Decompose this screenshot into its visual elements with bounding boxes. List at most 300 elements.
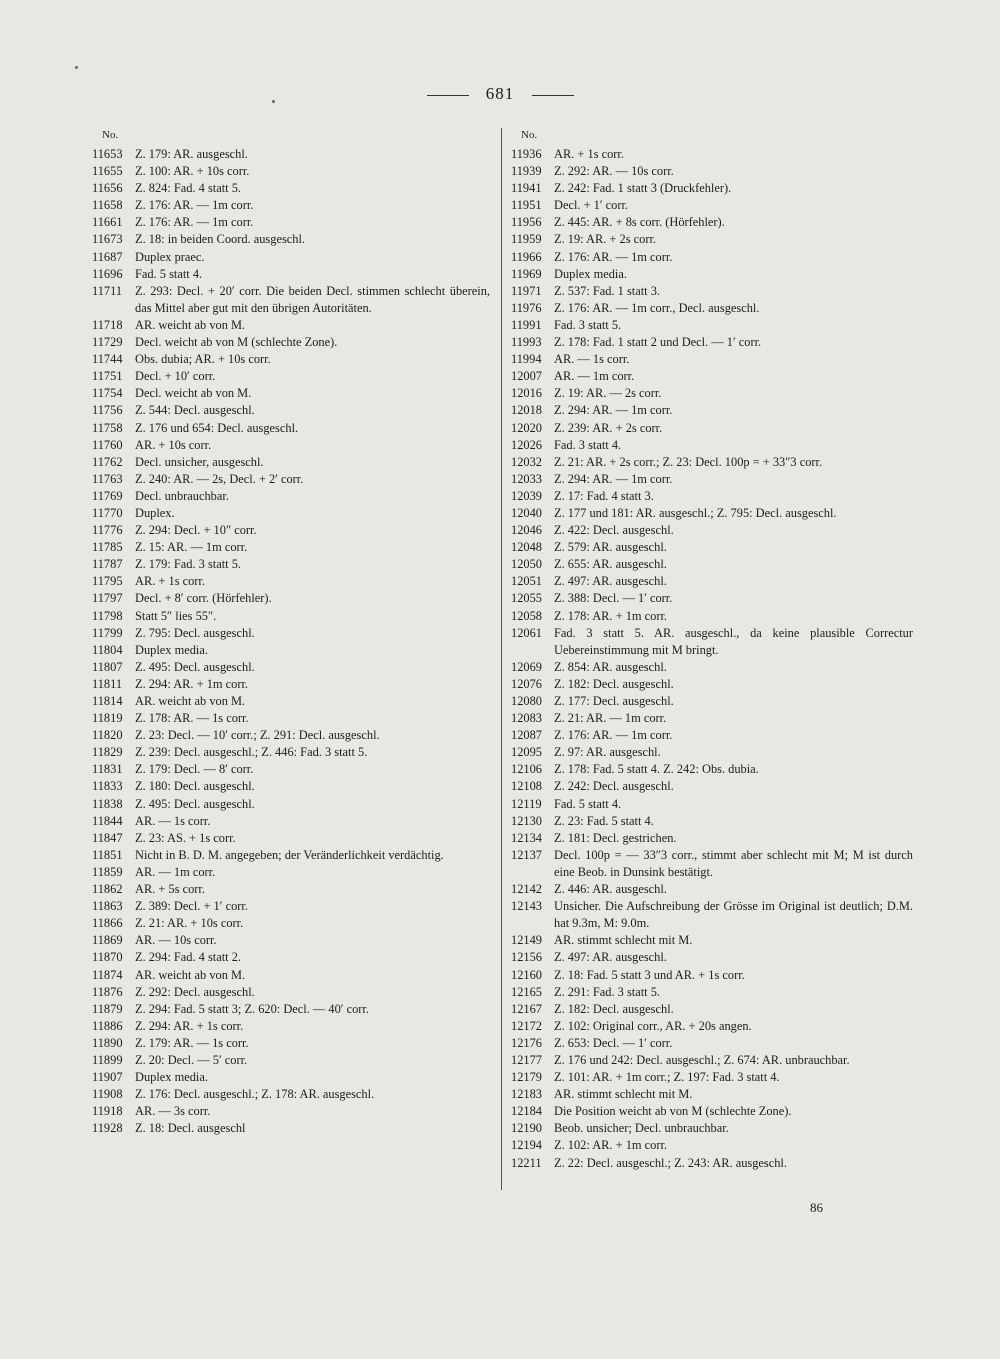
entry-text: Z. 18: in beiden Coord. ausgeschl.: [135, 232, 305, 247]
list-item: [511, 334, 913, 351]
entry-number: 12007: [511, 369, 542, 384]
entry-number: 11959: [511, 232, 542, 247]
entry-text: Z. 101: AR. + 1m corr.; Z. 197: Fad. 3 statt 4.: [554, 1070, 780, 1085]
entry-text: Z. 291: Fad. 3 statt 5.: [554, 984, 661, 999]
entry-number: 11890: [92, 1035, 123, 1050]
entry-number: 11687: [92, 249, 123, 264]
list-item: [511, 830, 913, 847]
list-item: [511, 1001, 913, 1018]
right-column: [511, 126, 913, 1172]
entry-number: 11762: [92, 454, 123, 469]
list-item: [511, 744, 913, 761]
entry-number: 11829: [92, 745, 123, 760]
entry-number: 11814: [92, 694, 123, 708]
entry-text: Z. 294: Fad. 5 statt 3; Z. 620: Decl. — 40′ corr.: [135, 1001, 369, 1016]
list-item: [92, 505, 490, 522]
entry-number: 11939: [511, 164, 542, 179]
list-item: [92, 608, 490, 625]
entry-text: AR. — 1m corr.: [554, 369, 635, 384]
entry-text: Z. 655: AR. ausgeschl.: [554, 557, 667, 572]
list-item: [92, 573, 490, 590]
entry-text: Decl. unbrauchbar.: [135, 488, 229, 503]
entry-text: Z. 294: AR. — 1m corr.: [554, 471, 673, 486]
entry-number: 11769: [92, 488, 123, 503]
list-item: [92, 744, 490, 761]
entry-text: Z. 292: Decl. ausgeschl.: [135, 984, 255, 999]
list-item: [92, 437, 490, 454]
entry-text: Z. 179: Fad. 3 statt 5.: [135, 557, 242, 572]
entry-number: 11851: [92, 847, 123, 862]
entry-text: Fad. 3 statt 5.: [554, 317, 622, 332]
entry-number: 11729: [92, 335, 123, 350]
entry-number: 12040: [511, 505, 542, 520]
list-item: [92, 402, 490, 419]
entry-text: Statt 5″ lies 55″.: [135, 608, 217, 623]
entry-number: 11763: [92, 471, 123, 486]
entry-text: Duplex media.: [554, 266, 627, 281]
entry-text: Z. 294: AR. + 1m corr.: [135, 676, 248, 691]
entry-text: Z. 102: Original corr., AR. + 20s angen.: [554, 1018, 752, 1033]
entry-number: 11870: [92, 950, 123, 965]
list-item: [92, 231, 490, 248]
list-item: [92, 727, 490, 744]
entry-text: Z. 17: Fad. 4 statt 3.: [554, 488, 654, 503]
entry-number: 12160: [511, 967, 542, 982]
entry-number: 11820: [92, 728, 123, 743]
entry-text: AR. stimmt schlecht mit M.: [554, 1087, 693, 1102]
entry-text: Z. 176: AR. — 1m corr.: [554, 249, 673, 264]
list-item: [92, 1103, 490, 1120]
entry-text: Unsicher. Die Aufschreibung der Grösse im Original ist deutlich; D.M. hat 9.3m, M: 9.0m.: [554, 899, 913, 931]
entry-text: AR. weicht ab von M.: [135, 967, 246, 982]
entry-text: Z. 176 und 242: Decl. ausgeschl.; Z. 674: AR. unbrauchbar.: [554, 1052, 850, 1067]
list-item: [511, 881, 913, 898]
entry-text: Z. 23: Fad. 5 statt 4.: [554, 813, 654, 828]
entry-number: 11811: [92, 676, 123, 691]
entry-text: Decl. weicht ab von M (schlechte Zone).: [135, 335, 338, 350]
list-item: [92, 1052, 490, 1069]
entry-text: Z. 242: Decl. ausgeschl.: [554, 779, 674, 794]
entry-text: AR. weicht ab von M.: [135, 317, 246, 332]
entry-text: Z. 497: AR. ausgeschl.: [554, 950, 667, 965]
entry-text: Z. 19: AR. + 2s corr.: [554, 232, 656, 247]
entry-number: 12119: [511, 796, 542, 811]
entry-number: 11658: [92, 198, 123, 213]
list-item: [92, 249, 490, 266]
list-item: [511, 180, 913, 197]
entry-number: 11711: [92, 283, 123, 298]
entry-text: Z. 795: Decl. ausgeschl.: [135, 625, 255, 640]
entry-number: 11908: [92, 1087, 123, 1102]
entry-text: Decl. unsicher, ausgeschl.: [135, 454, 264, 469]
entry-text: Z. 21: AR. + 10s corr.: [135, 916, 244, 931]
entry-number: 12165: [511, 984, 542, 999]
entry-text: Z. 178: Fad. 5 statt 4. Z. 242: Obs. dubia.: [554, 762, 759, 777]
entry-number: 12190: [511, 1121, 542, 1136]
entry-number: 11776: [92, 523, 123, 538]
entry-number: 11744: [92, 352, 123, 367]
list-item: [92, 454, 490, 471]
list-item: [511, 1069, 913, 1086]
entry-text: Duplex praec.: [135, 249, 205, 264]
entry-text: Z. 388: Decl. — 1′ corr.: [554, 591, 673, 606]
entry-number: 11795: [92, 574, 123, 589]
list-item: [92, 847, 490, 864]
entry-number: 11655: [92, 164, 123, 179]
entry-text: AR. stimmt schlecht mit M.: [554, 933, 693, 948]
entry-text: Z. 293: Decl. + 20′ corr. Die beiden Decl. stimmen schlecht überein, das Mittel aber gut mit den übrigen Autoritäten.: [135, 283, 490, 315]
entry-text: Z. 242: Fad. 1 statt 3 (Druckfehler).: [554, 181, 732, 196]
entry-number: 11785: [92, 540, 123, 555]
list-item: [92, 556, 490, 573]
list-item: [92, 1001, 490, 1018]
entry-text: Z. 176: AR. — 1m corr., Decl. ausgeschl.: [554, 300, 760, 315]
list-item: [92, 266, 490, 283]
list-item: [511, 283, 913, 300]
entry-text: Z. 102: AR. + 1m corr.: [554, 1138, 667, 1153]
entry-number: 12177: [511, 1052, 542, 1067]
entry-text: Z. 495: Decl. ausgeschl.: [135, 796, 255, 811]
list-item: [511, 505, 913, 522]
entry-number: 12142: [511, 882, 542, 897]
list-item: [92, 283, 490, 317]
entry-text: Duplex.: [135, 505, 175, 520]
entry-text: Fad. 5 statt 4.: [135, 266, 203, 281]
entry-text: Duplex media.: [135, 642, 208, 657]
entry-number: 11754: [92, 386, 123, 401]
entry-number: 11831: [92, 762, 123, 777]
entry-text: Z. 445: AR. + 8s corr. (Hörfehler).: [554, 215, 725, 230]
entry-text: Z. 294: Decl. + 10″ corr.: [135, 523, 257, 538]
entry-text: Z. 178: AR. + 1m corr.: [554, 608, 667, 623]
list-item: [92, 146, 490, 163]
entry-text: Z. 21: AR. + 2s corr.; Z. 23: Decl. 100p = + 33″3 corr.: [554, 454, 823, 469]
entry-number: 11751: [92, 369, 123, 384]
entry-number: 11956: [511, 215, 542, 230]
list-item: [511, 984, 913, 1001]
entry-text: Z. 19: AR. — 2s corr.: [554, 386, 662, 401]
entry-number: 12055: [511, 591, 542, 606]
list-item: [92, 1086, 490, 1103]
list-item: [511, 454, 913, 471]
list-item: [92, 197, 490, 214]
entry-text: Z. 239: Decl. ausgeschl.; Z. 446: Fad. 3 statt 5.: [135, 745, 368, 760]
list-item: [92, 590, 490, 607]
list-item: [92, 1120, 490, 1137]
list-item: [511, 967, 913, 984]
entry-number: 12167: [511, 1001, 542, 1016]
entry-text: AR. — 1s corr.: [135, 813, 211, 828]
list-item: [92, 385, 490, 402]
list-item: [511, 1137, 913, 1154]
entry-text: Decl. 100p = — 33″3 corr., stimmt aber schlecht mit M; M ist durch eine Beob. in Dunsink bestätigt.: [554, 847, 913, 879]
entry-text: Z. 176 und 654: Decl. ausgeschl.: [135, 420, 299, 435]
list-item: [92, 881, 490, 898]
column-heading: No.: [102, 129, 119, 141]
entry-text: Fad. 5 statt 4.: [554, 796, 622, 811]
list-item: [511, 385, 913, 402]
entry-text: Obs. dubia; AR. + 10s corr.: [135, 352, 271, 367]
entry-number: 12172: [511, 1018, 542, 1033]
list-item: [511, 1035, 913, 1052]
list-item: [511, 710, 913, 727]
entry-text: AR. weicht ab von M.: [135, 694, 246, 708]
entry-number: 11718: [92, 317, 123, 332]
entry-text: Z. 294: AR. — 1m corr.: [554, 403, 673, 418]
list-item: [92, 915, 490, 932]
entry-text: Z. 579: AR. ausgeschl.: [554, 540, 667, 555]
entry-number: 12087: [511, 728, 542, 743]
entry-number: 11758: [92, 420, 123, 435]
entry-text: AR. + 10s corr.: [135, 437, 212, 452]
entry-text: Z. 100: AR. + 10s corr.: [135, 164, 250, 179]
list-item: [92, 778, 490, 795]
list-item: [92, 368, 490, 385]
list-item: [511, 197, 913, 214]
entry-number: 12137: [511, 847, 542, 862]
entry-number: 11833: [92, 779, 123, 794]
entry-number: 11876: [92, 984, 123, 999]
entry-text: Duplex media.: [135, 1070, 208, 1085]
list-item: [511, 231, 913, 248]
list-item: [92, 898, 490, 915]
entry-number: 11844: [92, 813, 123, 828]
entry-number: 12033: [511, 471, 542, 486]
page-header: [0, 84, 1000, 104]
entry-text: Z. 824: Fad. 4 statt 5.: [135, 181, 242, 196]
entry-text: Nicht in B. D. M. angegeben; der Veränderlichkeit verdächtig.: [135, 847, 444, 862]
entry-number: 12076: [511, 676, 542, 691]
entry-number: 11838: [92, 796, 123, 811]
list-item: [92, 163, 490, 180]
entry-number: 11804: [92, 642, 123, 657]
entry-text: Z. 422: Decl. ausgeschl.: [554, 523, 674, 538]
entry-text: Z. 240: AR. — 2s, Decl. + 2′ corr.: [135, 471, 304, 486]
entry-number: 11797: [92, 591, 123, 606]
entry-number: 11760: [92, 437, 123, 452]
list-item: [92, 1035, 490, 1052]
entry-number: 12179: [511, 1070, 542, 1085]
list-item: [511, 1155, 913, 1172]
entry-text: Decl. weicht ab von M.: [135, 386, 252, 401]
list-item: [511, 266, 913, 283]
entry-number: 12149: [511, 933, 542, 948]
header-rule-right: [532, 95, 574, 96]
list-item: [511, 146, 913, 163]
entry-number: 11661: [92, 215, 123, 230]
entry-number: 12048: [511, 540, 542, 555]
list-item: [511, 1052, 913, 1069]
list-item: [511, 471, 913, 488]
entry-number: 12039: [511, 488, 542, 503]
entry-number: 11928: [92, 1121, 123, 1136]
entry-number: 12046: [511, 523, 542, 538]
entry-text: Z. 179: AR. — 1s corr.: [135, 1035, 249, 1050]
list-item: [511, 573, 913, 590]
entry-text: Z. 22: Decl. ausgeschl.; Z. 243: AR. ausgeschl.: [554, 1155, 787, 1170]
speck: [75, 66, 78, 69]
entry-text: Z. 18: Fad. 5 statt 3 und AR. + 1s corr.: [554, 967, 745, 982]
list-item: [511, 556, 913, 573]
list-item: [92, 420, 490, 437]
entry-text: AR. — 10s corr.: [135, 933, 217, 948]
column-divider: [501, 128, 502, 1190]
left-column: [92, 126, 490, 1137]
list-item: [92, 180, 490, 197]
entry-number: 11993: [511, 335, 542, 350]
entry-text: Die Position weicht ab von M (schlechte Zone).: [554, 1104, 792, 1119]
entry-number: 11799: [92, 625, 123, 640]
entry-text: Z. 537: Fad. 1 statt 3.: [554, 283, 661, 298]
list-item: [92, 471, 490, 488]
entry-number: 11936: [511, 147, 542, 161]
list-item: [511, 1018, 913, 1035]
entry-text: Z. 176: AR. — 1m corr.: [135, 215, 254, 230]
entry-text: Z. 182: Decl. ausgeschl.: [554, 1001, 674, 1016]
list-item: [92, 864, 490, 881]
header-rule-left: [427, 95, 469, 96]
entry-number: 12026: [511, 437, 542, 452]
entry-text: Z. 178: AR. — 1s corr.: [135, 711, 249, 726]
list-item: [92, 214, 490, 231]
list-item: [511, 402, 913, 419]
entry-text: Decl. + 8′ corr. (Hörfehler).: [135, 591, 272, 606]
entry-text: Beob. unsicher; Decl. unbrauchbar.: [554, 1121, 729, 1136]
list-item: [511, 813, 913, 830]
list-item: [511, 625, 913, 659]
entry-number: 11971: [511, 283, 542, 298]
list-item: [511, 351, 913, 368]
entry-text: Z. 20: Decl. — 5′ corr.: [135, 1052, 248, 1067]
list-item: [511, 539, 913, 556]
list-item: [92, 984, 490, 1001]
entry-number: 12095: [511, 745, 542, 760]
entry-number: 12134: [511, 830, 542, 845]
entry-number: 11807: [92, 659, 123, 674]
entry-text: Z. 294: AR. + 1s corr.: [135, 1018, 244, 1033]
entry-number: 12083: [511, 711, 542, 726]
entry-number: 12050: [511, 557, 542, 572]
list-item: [92, 659, 490, 676]
entry-text: Z. 18: Decl. ausgeschl: [135, 1121, 246, 1136]
entry-number: 11859: [92, 864, 123, 879]
entry-text: Z. 176: AR. — 1m corr.: [135, 198, 254, 213]
list-item: [511, 949, 913, 966]
entry-number: 12016: [511, 386, 542, 401]
list-item: [92, 539, 490, 556]
entry-number: 12194: [511, 1138, 542, 1153]
entry-text: Decl. + 1′ corr.: [554, 198, 629, 213]
list-item: [511, 522, 913, 539]
list-item: [511, 1103, 913, 1120]
list-item: [511, 608, 913, 625]
entry-text: Z. 97: AR. ausgeschl.: [554, 745, 661, 760]
entry-text: Z. 544: Decl. ausgeschl.: [135, 403, 255, 418]
entry-number: 12020: [511, 420, 542, 435]
entry-number: 12069: [511, 659, 542, 674]
entry-text: Z. 177 und 181: AR. ausgeschl.; Z. 795: Decl. ausgeschl.: [554, 505, 837, 520]
entry-number: 11862: [92, 882, 123, 897]
list-item: [511, 796, 913, 813]
list-item: [92, 796, 490, 813]
entry-number: 11886: [92, 1018, 123, 1033]
entry-number: 11941: [511, 181, 542, 196]
list-item: [511, 676, 913, 693]
list-item: [92, 351, 490, 368]
list-item: [511, 590, 913, 607]
entry-text: Fad. 3 statt 5. AR. ausgeschl., da keine plausible Correctur Uebereinstimmung mit M bringt.: [554, 625, 913, 657]
entry-text: Z. 179: AR. ausgeschl.: [135, 147, 248, 161]
list-item: [511, 249, 913, 266]
list-item: [92, 1069, 490, 1086]
entry-number: 12176: [511, 1035, 542, 1050]
entry-number: 11899: [92, 1052, 123, 1067]
entry-text: Z. 15: AR. — 1m corr.: [135, 540, 248, 555]
list-item: [511, 300, 913, 317]
list-item: [92, 932, 490, 949]
list-item: [92, 710, 490, 727]
list-item: [92, 642, 490, 659]
list-item: [511, 693, 913, 710]
entry-number: 11951: [511, 198, 542, 213]
list-item: [511, 317, 913, 334]
list-item: [92, 676, 490, 693]
entry-number: 11863: [92, 899, 123, 914]
entry-number: 12184: [511, 1104, 542, 1119]
entry-number: 11787: [92, 557, 123, 572]
entry-number: 12108: [511, 779, 542, 794]
entry-text: Z. 292: AR. — 10s corr.: [554, 164, 674, 179]
entry-text: Z. 181: Decl. gestrichen.: [554, 830, 677, 845]
list-item: [92, 813, 490, 830]
list-item: [511, 420, 913, 437]
entry-number: 12058: [511, 608, 542, 623]
entry-number: 12143: [511, 899, 542, 914]
entry-text: Z. 389: Decl. + 1′ corr.: [135, 899, 248, 914]
entry-text: Z. 653: Decl. — 1′ corr.: [554, 1035, 673, 1050]
entry-number: 12018: [511, 403, 542, 418]
list-item: [92, 1018, 490, 1035]
entry-number: 11969: [511, 266, 542, 281]
list-item: [92, 317, 490, 334]
entry-text: Z. 177: Decl. ausgeschl.: [554, 694, 674, 708]
list-item: [92, 522, 490, 539]
entry-number: 12130: [511, 813, 542, 828]
entry-number: 11966: [511, 249, 542, 264]
list-item: [511, 1086, 913, 1103]
column-heading: No.: [521, 129, 538, 141]
list-item: [92, 488, 490, 505]
list-item: [511, 659, 913, 676]
entry-number: 11847: [92, 830, 123, 845]
entry-text: AR. — 1s corr.: [554, 352, 630, 367]
entry-number: 11798: [92, 608, 123, 623]
entry-number: 11756: [92, 403, 123, 418]
list-item: [92, 949, 490, 966]
entry-number: 12183: [511, 1087, 542, 1102]
list-item: [511, 778, 913, 795]
entry-text: AR. — 1m corr.: [135, 864, 216, 879]
entry-number: 11991: [511, 317, 542, 332]
entry-number: 11653: [92, 147, 123, 161]
list-item: [511, 932, 913, 949]
entry-text: Z. 180: Decl. ausgeschl.: [135, 779, 255, 794]
list-item: [511, 488, 913, 505]
entry-text: Z. 178: Fad. 1 statt 2 und Decl. — 1′ corr.: [554, 335, 762, 350]
list-item: [511, 1120, 913, 1137]
entry-text: Z. 854: AR. ausgeschl.: [554, 659, 667, 674]
list-item: [511, 847, 913, 881]
